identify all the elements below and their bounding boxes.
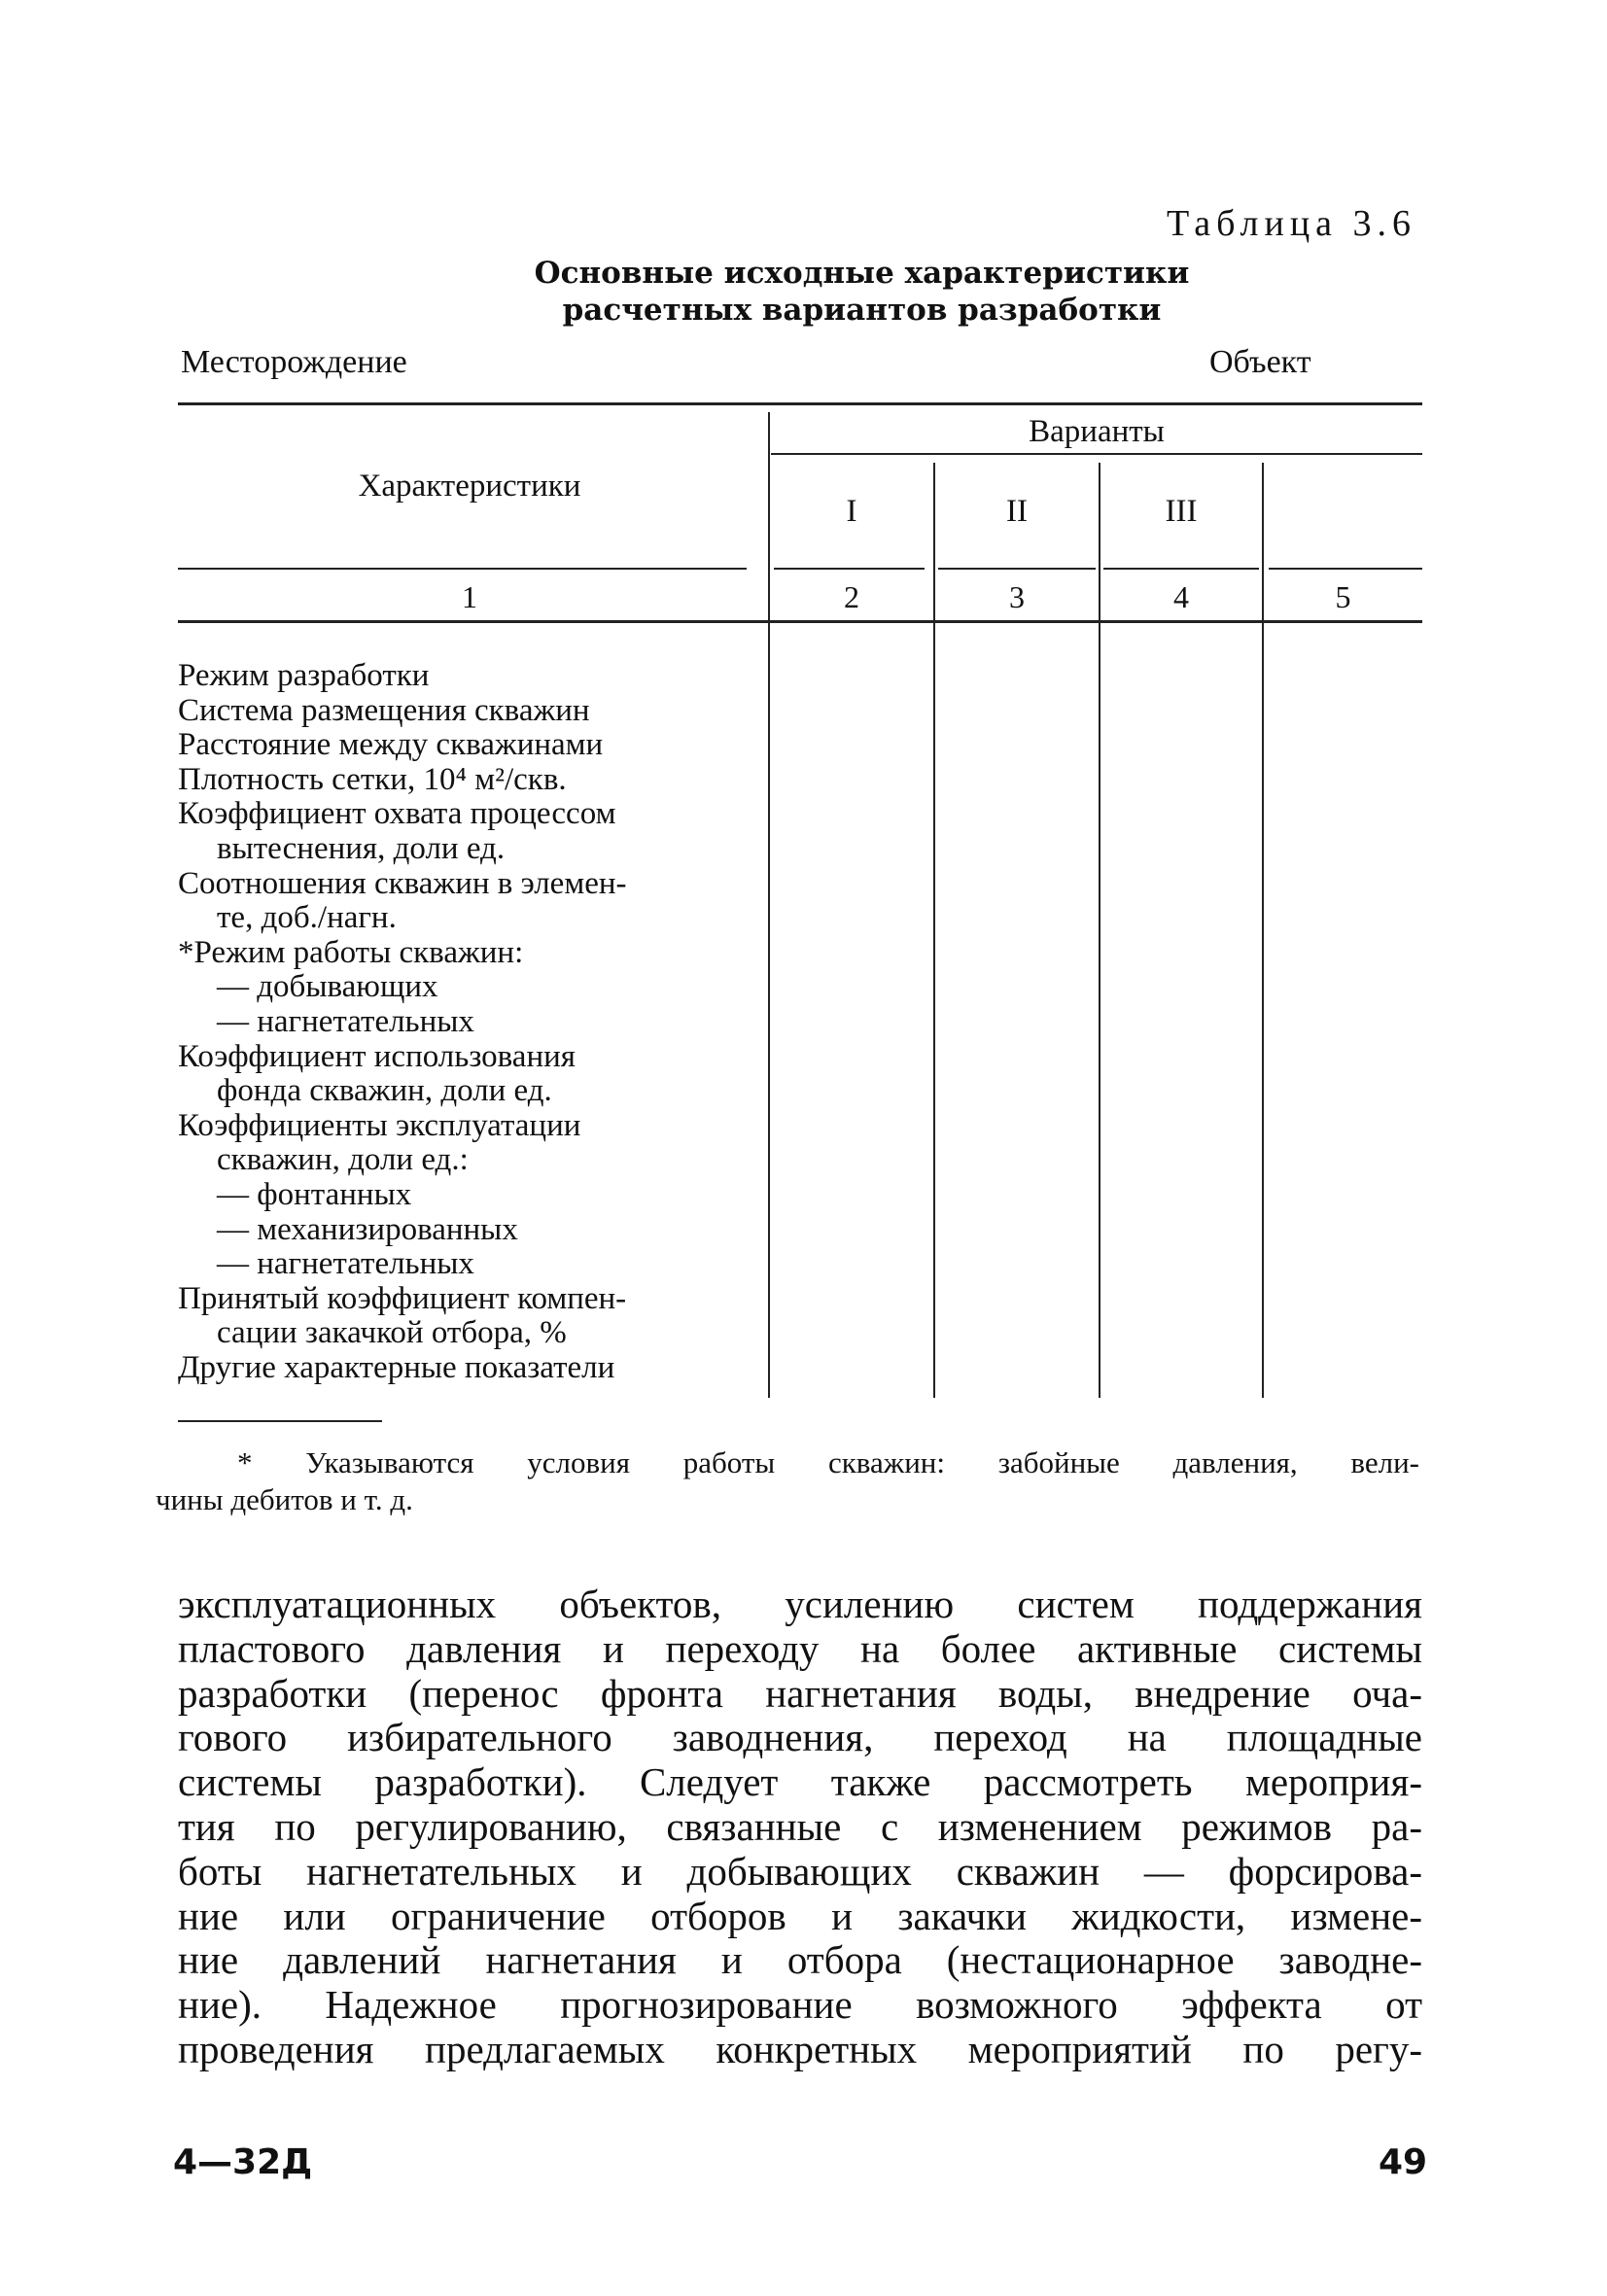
column-number-1: 1 bbox=[462, 579, 477, 614]
table-row: Коэффициент использования bbox=[178, 1038, 576, 1074]
footnote-rule bbox=[178, 1420, 382, 1422]
numbers-bottom-rule bbox=[178, 620, 1422, 623]
table-row: скважин, доли ед.: bbox=[217, 1142, 469, 1178]
header-characteristics: Характеристики bbox=[358, 469, 581, 504]
table-row: — добывающих bbox=[217, 969, 438, 1005]
header-bottom-rule-c3 bbox=[938, 568, 1096, 570]
field-object-label: Объект bbox=[1209, 344, 1311, 380]
header-bottom-rule-c4 bbox=[1103, 568, 1259, 570]
table-row: вытеснения, доли ед. bbox=[217, 830, 506, 866]
body-line: разработки (перенос фронта нагнетания воды, внедрение оча- bbox=[178, 1670, 1422, 1716]
table-row: — механизированных bbox=[217, 1211, 518, 1247]
table-footnote bbox=[156, 1444, 1419, 1518]
table-row: Режим разработки bbox=[178, 658, 430, 693]
body-line: тия по регулированию, связанные с изменением режимов ра- bbox=[178, 1803, 1422, 1849]
table-row: Коэффициенты эксплуатации bbox=[178, 1107, 581, 1143]
body-line: системы разработки). Следует также рассмотреть мероприя- bbox=[178, 1759, 1422, 1805]
table-row: Соотношения скважин в элемен- bbox=[178, 865, 627, 901]
table-title-line1: Основные исходные характеристики bbox=[534, 256, 1190, 291]
table-row: — нагнетательных bbox=[217, 1003, 474, 1039]
table-row: фонда скважин, доли ед. bbox=[217, 1073, 552, 1109]
table-row: Система размещения скважин bbox=[178, 692, 590, 728]
header-variants: Варианты bbox=[1029, 414, 1165, 449]
page-number: 49 bbox=[1379, 2142, 1428, 2182]
characteristics-list bbox=[178, 659, 761, 1385]
col-divider-1 bbox=[768, 412, 770, 1398]
header-bottom-rule-left bbox=[178, 568, 747, 570]
table-row: Принятый коэффициент компен- bbox=[178, 1280, 627, 1316]
column-number-3: 3 bbox=[1009, 579, 1025, 614]
body-line: ние давлений нагнетания и отбора (нестационарное заводне- bbox=[178, 1937, 1422, 1983]
variant-label-1: I bbox=[846, 494, 857, 529]
field-deposit-label: Месторождение bbox=[181, 344, 407, 380]
body-line: проведения предлагаемых конкретных мероприятий по регу- bbox=[178, 2026, 1422, 2071]
body-line: гового избирательного заводнения, переход на площадные bbox=[178, 1715, 1422, 1760]
body-line: ние). Надежное прогнозирование возможного эффекта от bbox=[178, 1982, 1422, 2028]
footnote-line2: чины дебитов и т. д. bbox=[156, 1482, 413, 1516]
body-line: боты нагнетательных и добывающих скважин — форсирова- bbox=[178, 1848, 1422, 1894]
variant-label-3: III bbox=[1165, 494, 1198, 529]
table-row: Коэффициент охвата процессом bbox=[178, 796, 616, 832]
column-number-2: 2 bbox=[844, 579, 859, 614]
footnote-line1: * Указываются условия работы скважин: забойные давления, вели- bbox=[237, 1445, 1419, 1479]
sheet-signature: 4—32Д bbox=[173, 2142, 313, 2182]
table-title-line2: расчетных вариантов разработки bbox=[562, 293, 1162, 328]
column-number-5: 5 bbox=[1335, 579, 1351, 614]
table-top-rule bbox=[178, 402, 1422, 405]
table-row: — нагнетательных bbox=[217, 1246, 474, 1282]
header-bottom-rule-c5 bbox=[1269, 568, 1422, 570]
body-line: пластового давления и переходу на более активные системы bbox=[178, 1625, 1422, 1671]
table-row: те, доб./нагн. bbox=[217, 900, 397, 936]
variants-rule bbox=[771, 453, 1422, 455]
table-row: Плотность сетки, 10⁴ м²/скв. bbox=[178, 761, 567, 797]
table-number: Таблица 3.6 bbox=[1167, 203, 1417, 244]
body-paragraph bbox=[178, 1583, 1422, 2072]
body-line: эксплуатационных объектов, усилению систем поддержания bbox=[178, 1582, 1422, 1626]
table-row: — фонтанных bbox=[217, 1176, 412, 1212]
body-line: ние или ограничение отборов и закачки жидкости, измене- bbox=[178, 1893, 1422, 1938]
table-row: *Режим работы скважин: bbox=[178, 934, 524, 970]
table-row: Другие характерные показатели bbox=[178, 1349, 615, 1385]
header-bottom-rule-c2 bbox=[774, 568, 925, 570]
table-row: сации закачкой отбора, % bbox=[217, 1315, 567, 1351]
variant-label-2: II bbox=[1006, 494, 1028, 529]
table-row: Расстояние между скважинами bbox=[178, 727, 604, 763]
column-number-4: 4 bbox=[1173, 579, 1189, 614]
